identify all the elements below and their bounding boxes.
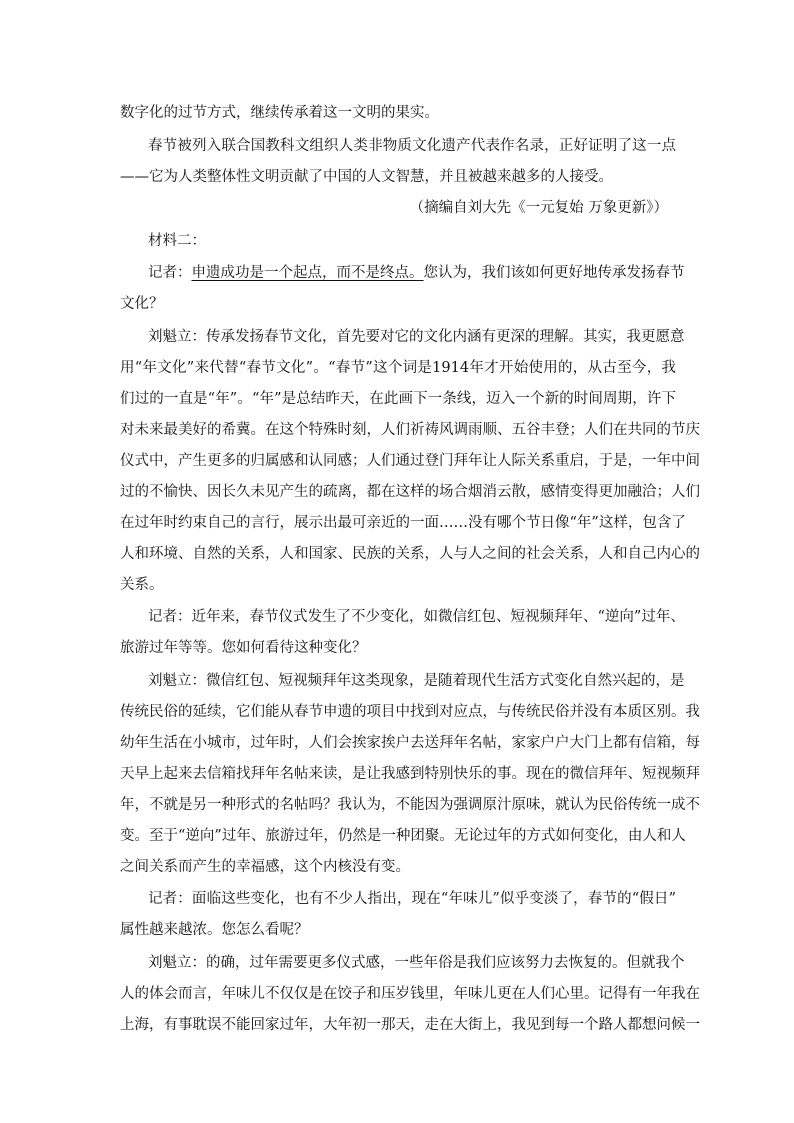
- text-line: 之间关系而产生的幸福感，这个内核没有变。: [120, 859, 410, 875]
- text-line: 春节被列入联合国教科文组织人类非物质文化遗产代表作名录，正好证明了这一点: [148, 138, 676, 154]
- text-line: 用“年文化”来代替“春节文化”。“春节”这个词是1914年才开始使用的，从古至今，我: [120, 360, 676, 376]
- text-line: 仪式中，产生更多的归属感和认同感；人们通过登门拜年让人际关系重启，于是，一年中间: [120, 453, 700, 469]
- text-line: 刘魁立：微信红包、短视频拜年这类现象，是随着现代生活方式变化自然兴起的，是: [148, 673, 685, 689]
- text-line: 记者：面临这些变化，也有不少人指出，现在“年味儿”似乎变淡了，春节的“假日”: [148, 891, 676, 907]
- text-line: 关系。: [120, 577, 164, 593]
- text-line: 幼年生活在小城市，过年时，人们会挨家挨户去送拜年名帖，家家户户大门上都有信箱，每: [120, 735, 700, 751]
- text-span: 您认为，我们该如何更好地传承发扬春节: [423, 265, 685, 281]
- text-line: 年，不就是另一种形式的名帖吗？我认为，不能因为强调原汁原味，就认为民俗传统一成不: [120, 797, 700, 813]
- text-line: 们过的一直是“年”。“年”是总结昨天，在此画下一条线，迈入一个新的时间周期，许下: [120, 391, 676, 407]
- text-line: 记者：近年来，春节仪式发生了不少变化，如微信红包、短视频拜年、“逆向”过年、: [148, 609, 685, 625]
- text-line: 人的体会而言，年味儿不仅仅是在饺子和压岁钱里，年味儿更在人们心里。记得有一年我在: [120, 986, 700, 1002]
- underlined-phrase: 申遗成功是一个起点，而不是终点。: [191, 265, 424, 281]
- source-citation: （摘编自刘大先《一元复始 万象更新》）: [409, 200, 668, 216]
- text-line: 刘魁立：传承发扬春节文化，首先要对它的文化内涵有更深的理解。其实，我更愿意: [148, 329, 685, 345]
- text-line: [148, 263, 685, 283]
- text-line: 天早上起来去信箱找拜年名帖来读，是让我感到特别快乐的事。现在的微信拜年、短视频拜: [120, 766, 700, 782]
- text-line: 在过年时约束自己的言行，展示出最可亲近的一面……没有哪个节日像“年”这样，包含了: [120, 515, 686, 531]
- text-line: 上海，有事耽误不能回家过年，大年初一那天，走在大街上，我见到每一个路人都想问候一: [120, 1017, 700, 1033]
- section-heading: 材料二：: [148, 233, 206, 249]
- text-line: 属性越来越浓。您怎么看呢？: [120, 922, 309, 938]
- text-line: 过的不愉快、因长久未见产生的疏离，都在这样的场合烟消云散，感情变得更加融洽；人们: [120, 484, 700, 500]
- text-line: 传统民俗的延续，它们能从春节申遗的项目中找到对应点，与传统民俗并没有本质区别。我: [120, 704, 700, 720]
- text-line: 文化？: [120, 296, 164, 312]
- text-line: 数字化的过节方式，继续传承着这一文明的果实。: [120, 105, 439, 121]
- text-line: 人和环境、自然的关系，人和国家、民族的关系，人与人之间的社会关系，人和自己内心的: [120, 546, 700, 562]
- speaker-label: 记者：: [148, 265, 192, 281]
- text-line: 刘魁立：的确，过年需要更多仪式感，一些年俗是我们应该努力去恢复的。但就我个: [148, 955, 685, 971]
- text-line: ——它为人类整体性文明贡献了中国的人文智慧，并且被越来越多的人接受。: [120, 169, 613, 185]
- text-line: 旅游过年等等。您如何看待这种变化？: [120, 640, 367, 656]
- text-line: 对未来最美好的希冀。在这个特殊时刻，人们祈祷风调雨顺、五谷丰登；人们在共同的节庆: [120, 422, 700, 438]
- text-line: 变。至于“逆向”过年、旅游过年，仍然是一种团聚。无论过年的方式如何变化，由人和人: [120, 828, 686, 844]
